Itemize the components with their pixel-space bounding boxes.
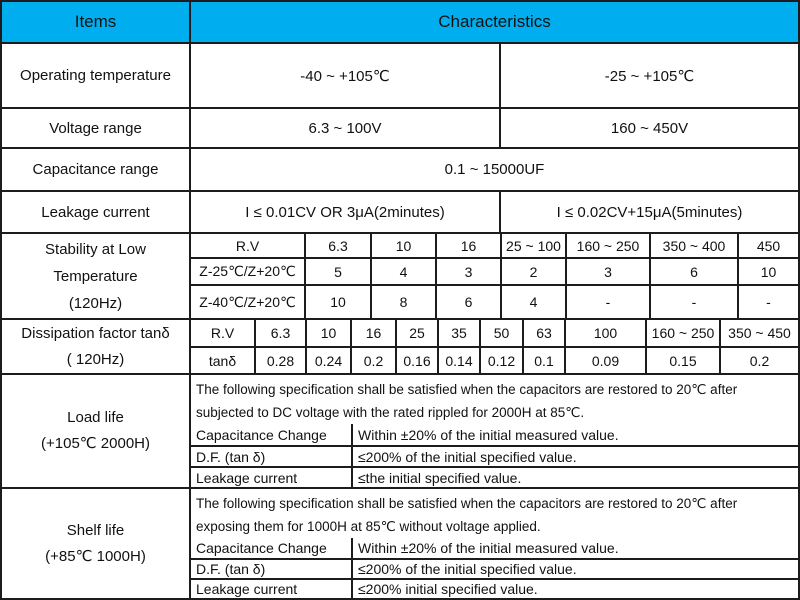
dissipation-header-cell: 350 ~ 450 [719,320,798,346]
dissipation-value-cell: 0.12 [479,348,522,373]
load-life-label [2,375,189,487]
stability-z40-cell: - [649,286,737,318]
load-life-criterion-row [191,445,798,466]
shelf-life-description-line1: The following specification shall be satisfied when the capacitors are restored to 20℃ after [196,495,738,511]
stability-label [2,234,189,318]
dissipation-rv-header-cell: R.V [210,325,235,341]
operating-temperature-label: Operating temperature [20,67,171,84]
load-life-criterion-row [191,466,798,487]
shelf-life-criterion-row [191,558,798,578]
dissipation-header-cell: 10 [305,320,350,346]
load-life-criterion-value: Within ±20% of the initial measured value. [351,424,798,445]
dissipation-tand-label-cell: tanδ [208,352,237,369]
shelf-life-description [191,489,798,538]
voltage-range-value-low: 6.3 ~ 100V [189,109,499,147]
dissipation-value-cell: 0.2 [719,348,798,373]
load-life-description [191,375,798,424]
operating-temperature-value-high: -25 ~ +105℃ [499,44,798,107]
stability-z40-cell: 10 [304,286,370,318]
voltage-range-value-high: 160 ~ 450V [499,109,798,147]
leakage-current-value-low: I ≤ 0.01CV OR 3μA(2minutes) [189,192,499,232]
stability-header-cell: 16 [435,234,500,257]
load-life-criterion-row [191,424,798,445]
dissipation-value-cell: 0.1 [522,348,564,373]
stability-z25-label-cell: Z-25℃/Z+20℃ [199,263,296,279]
stability-header-cell: 10 [370,234,435,257]
stability-header-cell: 350 ~ 400 [649,234,737,257]
load-life-label-line2: (+105℃ 2000H) [41,435,150,452]
shelf-life-label [2,489,189,598]
load-life-description-line1: The following specification shall be satisfied when the capacitors are restored to 20℃ after [196,381,738,397]
dissipation-value-cell: 0.24 [305,348,350,373]
stability-z40-cell: - [737,286,798,318]
dissipation-value-cell: 0.28 [254,348,305,373]
dissipation-header-cell: 50 [479,320,522,346]
load-life-criterion-name: D.F. (tan δ) [196,448,266,465]
stability-z40-cell: 6 [435,286,500,318]
shelf-life-subtable [189,489,798,598]
shelf-life-criterion-name: Leakage current [196,581,298,597]
stability-header-cell: 25 ~ 100 [500,234,565,257]
load-life-criterion-name: Capacitance Change [196,426,327,443]
dissipation-header-row [191,320,798,346]
stability-z40-cell: 8 [370,286,435,318]
stability-header-row [191,234,798,257]
stability-label-line3: (120Hz) [68,294,123,312]
shelf-life-criterion-value: ≤200% initial specified value. [351,580,798,598]
dissipation-value-cell: 0.2 [350,348,395,373]
stability-rv-header-cell: R.V [235,237,260,254]
row-shelf-life [2,487,798,598]
stability-z40-cell: 4 [500,286,565,318]
row-stability-low-temperature [2,232,798,318]
dissipation-value-cell: 0.15 [645,348,719,373]
operating-temperature-value-low: -40 ~ +105℃ [189,44,499,107]
shelf-life-criterion-value: ≤200% of the initial specified value. [351,560,798,578]
dissipation-header-cell: 63 [522,320,564,346]
stability-label-line1: Stability at Low [45,240,146,258]
stability-header-cell: 160 ~ 250 [565,234,649,257]
dissipation-header-cell: 16 [350,320,395,346]
load-life-criterion-value: ≤the initial specified value. [351,468,798,487]
dissipation-label-line1: Dissipation factor tanδ [21,324,170,342]
stability-z25-cell: 2 [500,259,565,284]
load-life-label-line1: Load life [67,409,124,426]
dissipation-header-cell: 100 [564,320,645,346]
row-leakage-current [2,190,798,232]
stability-z40-row [191,284,798,318]
dissipation-header-cell: 35 [437,320,479,346]
dissipation-header-cell: 25 [395,320,437,346]
stability-z25-cell: 3 [565,259,649,284]
characteristics-header-cell: Characteristics [189,2,798,42]
items-header-cell: Items [2,2,189,42]
stability-z25-cell: 5 [304,259,370,284]
stability-z25-cell: 3 [435,259,500,284]
shelf-life-criterion-row [191,538,798,558]
dissipation-value-cell: 0.09 [564,348,645,373]
dissipation-value-cell: 0.16 [395,348,437,373]
stability-label-line2: Temperature [53,267,138,285]
dissipation-subtable [189,320,798,373]
shelf-life-criterion-name: Capacitance Change [196,540,327,556]
shelf-life-criterion-name: D.F. (tan δ) [196,561,266,577]
row-dissipation-factor [2,318,798,373]
shelf-life-label-line2: (+85℃ 1000H) [45,547,146,565]
load-life-criterion-name: Leakage current [196,469,298,486]
stability-header-cell: 6.3 [304,234,370,257]
stability-z25-cell: 4 [370,259,435,284]
dissipation-label [2,320,189,373]
leakage-current-value-high: I ≤ 0.02CV+15μA(5minutes) [499,192,798,232]
stability-z25-cell: 10 [737,259,798,284]
voltage-range-label: Voltage range [49,119,142,137]
dissipation-value-row [191,346,798,373]
stability-z25-cell: 6 [649,259,737,284]
row-voltage-range [2,107,798,147]
shelf-life-description-line2: exposing them for 1000H at 85℃ without voltage applied. [196,518,541,534]
dissipation-header-cell: 6.3 [254,320,305,346]
row-load-life [2,373,798,487]
row-operating-temperature [2,42,798,107]
stability-subtable [189,234,798,318]
stability-header-cell: 450 [737,234,798,257]
shelf-life-criterion-value: Within ±20% of the initial measured value. [351,538,798,558]
dissipation-label-line2: ( 120Hz) [66,350,125,368]
stability-z40-label-cell: Z-40℃/Z+20℃ [199,293,296,310]
stability-z25-row [191,257,798,284]
load-life-criterion-value: ≤200% of the initial specified value. [351,447,798,466]
shelf-life-criterion-row [191,578,798,598]
load-life-subtable [189,375,798,487]
dissipation-header-cell: 160 ~ 250 [645,320,719,346]
dissipation-value-cell: 0.14 [437,348,479,373]
stability-z40-cell: - [565,286,649,318]
capacitance-range-label: Capacitance range [32,161,159,178]
leakage-current-label: Leakage current [41,203,150,221]
header-row [2,2,798,42]
row-capacitance-range [2,147,798,190]
shelf-life-label-line1: Shelf life [66,521,125,539]
load-life-description-line2: subjected to DC voltage with the rated rippled for 2000H at 85℃. [196,404,585,420]
capacitance-range-value: 0.1 ~ 15000UF [189,149,798,190]
